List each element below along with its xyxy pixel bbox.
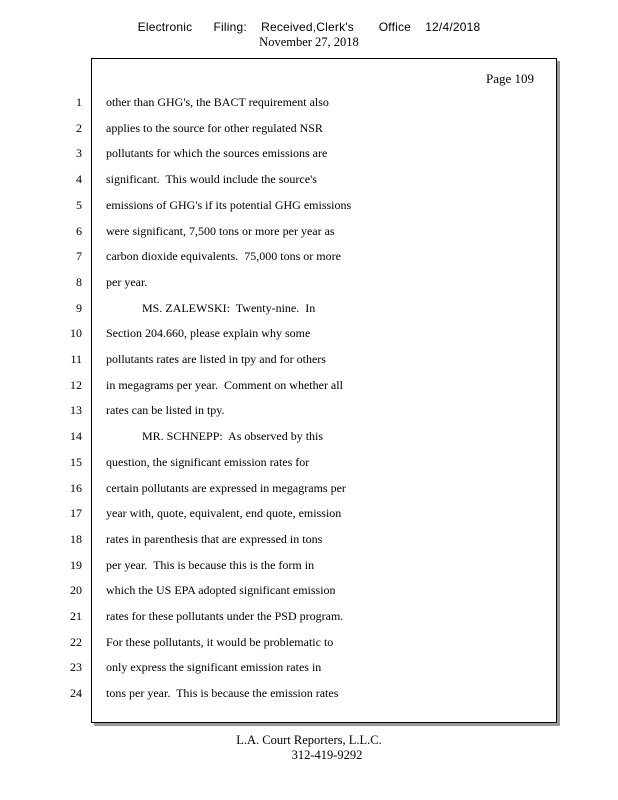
transcript-line-text: certain pollutants are expressed in megagrams per <box>106 481 346 495</box>
transcript-line-text: which the US EPA adopted significant emission <box>106 583 336 597</box>
line-number: 12 <box>70 378 82 392</box>
filing-stamp-received: Received, <box>261 20 317 34</box>
line-number: 7 <box>76 249 82 263</box>
transcript-line-text: per year. This is because this is the form in <box>106 558 315 572</box>
court-reporter-phone: 312-419-9292 <box>291 748 363 762</box>
filing-stamp-electronic: Electronic <box>137 20 193 34</box>
transcript-line-text: pollutants rates are listed in tpy and for others <box>106 352 326 366</box>
line-number: 1 <box>76 95 82 109</box>
transcript-line-text: in megagrams per year. Comment on whether all <box>106 378 343 392</box>
line-number: 15 <box>70 455 82 469</box>
court-reporter-name: L.A. Court Reporters, L.L.C. <box>236 733 382 747</box>
line-number: 20 <box>70 583 82 597</box>
line-number: 8 <box>76 275 82 289</box>
line-number: 18 <box>70 532 82 546</box>
transcript-line-text: emissions of GHG's if its potential GHG emissions <box>106 198 352 212</box>
line-number: 13 <box>70 403 82 417</box>
line-number: 2 <box>76 121 82 135</box>
transcript-line-text: year with, quote, equivalent, end quote, emission <box>106 506 342 520</box>
transcript-line-text: pollutants for which the sources emissions are <box>106 146 328 160</box>
page-number: Page 109 <box>485 71 534 86</box>
transcript-line-text: only express the significant emission rates in <box>106 660 322 674</box>
line-number: 24 <box>70 686 82 700</box>
filing-stamp-date: 12/4/2018 <box>425 20 481 34</box>
transcript-line-text: MR. SCHNEPP: As observed by this <box>106 429 324 443</box>
transcript-line-text: carbon dioxide equivalents. 75,000 tons or more <box>106 249 341 263</box>
line-number: 21 <box>70 609 82 623</box>
transcript-line-text: were significant, 7,500 tons or more per year as <box>106 224 335 238</box>
line-number: 4 <box>76 172 82 186</box>
line-number: 6 <box>76 224 82 238</box>
line-number: 19 <box>70 558 82 572</box>
transcript-line-text: rates in parenthesis that are expressed in tons <box>106 532 323 546</box>
transcript-line-text: Section 204.660, please explain why some <box>106 326 311 340</box>
transcript-line-text: per year. <box>106 275 148 289</box>
line-number: 5 <box>76 198 82 212</box>
transcript-line-text: rates for these pollutants under the PSD program. <box>106 609 344 623</box>
line-number: 9 <box>76 301 82 315</box>
line-number: 22 <box>70 635 82 649</box>
transcript-line-text: MS. ZALEWSKI: Twenty-nine. In <box>106 301 316 315</box>
line-number: 23 <box>70 660 82 674</box>
transcript-line-text: rates can be listed in tpy. <box>106 403 225 417</box>
filing-stamp <box>0 20 618 34</box>
line-number: 14 <box>70 429 82 443</box>
line-number: 11 <box>70 352 82 366</box>
line-number: 10 <box>70 326 82 340</box>
transcript-line-text: applies to the source for other regulated NSR <box>106 121 323 135</box>
transcript-line-text: tons per year. This is because the emission rates <box>106 686 339 700</box>
line-number: 17 <box>70 506 82 520</box>
transcript-line-text: other than GHG's, the BACT requirement also <box>106 95 329 109</box>
filing-stamp-clerks: Clerk's <box>316 20 354 34</box>
transcript-line-text: For these pollutants, it would be problematic to <box>106 635 334 649</box>
transcript-line-text: significant. This would include the source's <box>106 172 317 186</box>
transcript-line-text: question, the significant emission rates for <box>106 455 310 469</box>
filing-stamp-office: Office <box>378 20 412 34</box>
hearing-date: November 27, 2018 <box>259 35 359 49</box>
line-number: 3 <box>76 146 82 160</box>
filing-stamp-filing: Filing: <box>213 20 247 34</box>
line-number: 16 <box>70 481 82 495</box>
